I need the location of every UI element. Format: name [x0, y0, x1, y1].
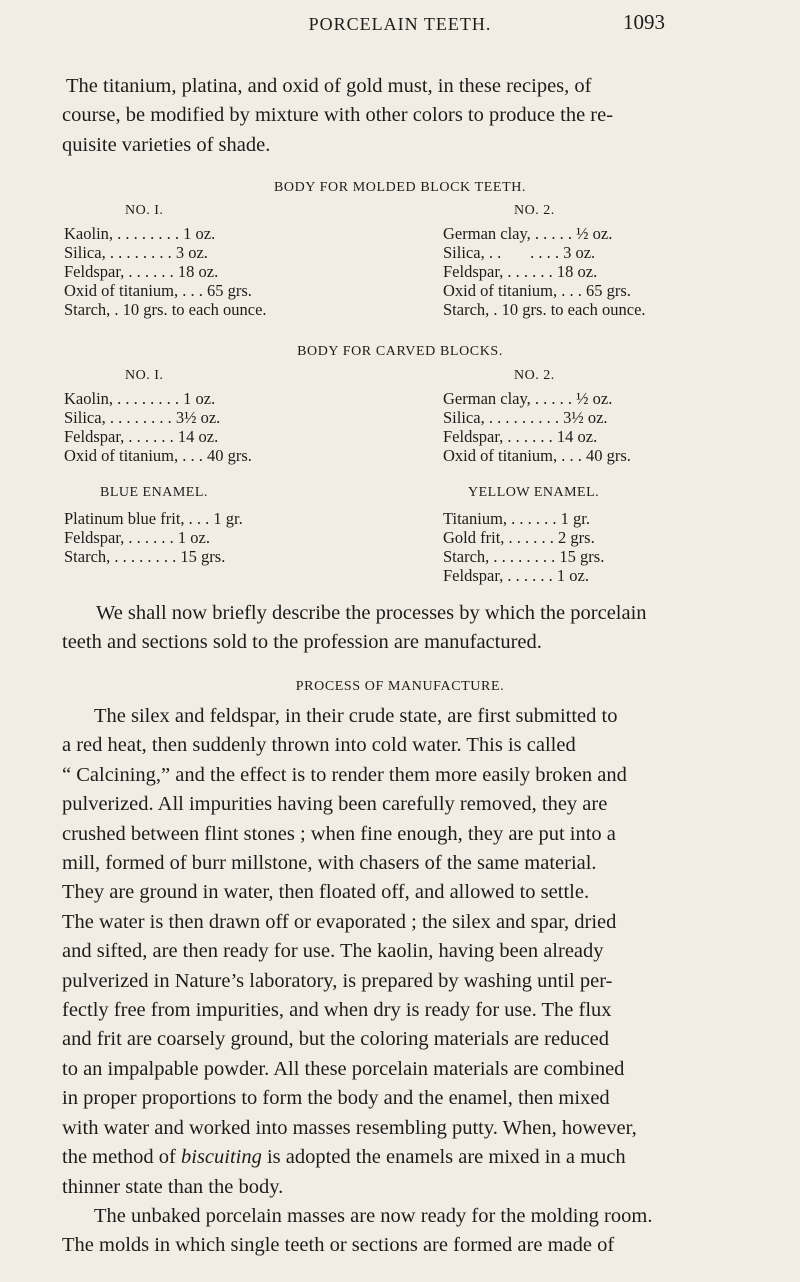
- italic-term: biscuiting: [181, 1146, 262, 1169]
- recipe-line: German clay, . . . . . ½ oz.: [443, 389, 613, 408]
- recipe-line: Oxid of titanium, . . . 65 grs.: [64, 281, 252, 300]
- recipe-line: Feldspar, . . . . . . 1 oz.: [64, 528, 210, 547]
- running-title: PORCELAIN TEETH.: [308, 14, 492, 34]
- process-line: and sifted, are then ready for use. The kaolin, having been already: [62, 940, 604, 963]
- summary-line: We shall now briefly describe the processes by which the porcelain: [96, 602, 647, 624]
- process-paragraph: [62, 702, 762, 1261]
- process-text: is adopted the enamels are mixed in a much: [261, 1146, 626, 1169]
- recipe-line: Feldspar, . . . . . . 14 oz.: [443, 427, 598, 446]
- process-line: pulverized. All impurities having been carefully removed, they are: [62, 793, 608, 816]
- carved-no1-label: NO. I.: [125, 368, 164, 383]
- process-heading: PROCESS OF MANUFACTURE.: [295, 679, 505, 694]
- yellow-enamel-recipe: [443, 509, 604, 585]
- molded-heading: BODY FOR MOLDED BLOCK TEETH.: [273, 180, 527, 195]
- recipe-line: Oxid of titanium, . . . 65 grs.: [443, 281, 631, 300]
- recipe-line: Kaolin, . . . . . . . . 1 oz.: [64, 389, 216, 408]
- recipe-line: Oxid of titanium, . . . 40 grs.: [64, 446, 252, 465]
- blue-enamel-label: BLUE ENAMEL.: [100, 485, 208, 500]
- recipe-line: German clay, . . . . . ½ oz.: [443, 224, 613, 243]
- process-line: mill, formed of burr millstone, with chasers of the same material.: [62, 852, 597, 875]
- recipe-line: Silica, . . . . . . 3 oz.: [443, 243, 596, 262]
- process-line: The unbaked porcelain masses are now ready for the molding room.: [94, 1204, 653, 1227]
- intro-line: The titanium, platina, and oxid of gold must, in these recipes, of: [66, 75, 592, 97]
- blue-enamel-recipe: [64, 509, 243, 566]
- process-line: a red heat, then suddenly thrown into cold water. This is called: [62, 734, 576, 757]
- intro-line: course, be modified by mixture with other colors to produce the re-: [62, 104, 614, 127]
- recipe-line: Starch, . 10 grs. to each ounce.: [443, 300, 646, 319]
- process-line: pulverized in Nature’s laboratory, is prepared by washing until per-: [62, 969, 613, 992]
- recipe-line: Starch, . . . . . . . . 15 grs.: [443, 547, 605, 566]
- process-line: The silex and feldspar, in their crude state, are first submitted to: [94, 705, 618, 727]
- recipe-line: Starch, . . . . . . . . 15 grs.: [64, 547, 226, 566]
- molded-no2-label: NO. 2.: [514, 203, 555, 218]
- yellow-enamel-label: YELLOW ENAMEL.: [468, 485, 600, 500]
- recipe-line: Feldspar, . . . . . . 14 oz.: [64, 427, 219, 446]
- process-line: to an impalpable powder. All these porcelain materials are combined: [62, 1057, 625, 1080]
- process-line: in proper proportions to form the body and the enamel, then mixed: [62, 1087, 610, 1110]
- process-line: [62, 1143, 762, 1172]
- recipe-line: Gold frit, . . . . . . 2 grs.: [443, 528, 595, 547]
- summary-paragraph: [62, 599, 762, 658]
- recipe-line: Titanium, . . . . . . 1 gr.: [443, 509, 590, 528]
- recipe-line: Silica, . . . . . . . . . 3½ oz.: [443, 408, 608, 427]
- carved-no2-label: NO. 2.: [514, 368, 555, 383]
- recipe-line: Kaolin, . . . . . . . . 1 oz.: [64, 224, 216, 243]
- page-number: 1093: [623, 10, 665, 34]
- process-line: The water is then drawn off or evaporated ; the silex and spar, dried: [62, 910, 617, 933]
- recipe-line: Starch, . 10 grs. to each ounce.: [64, 300, 267, 319]
- recipe-line: Feldspar, . . . . . . 18 oz.: [443, 262, 598, 281]
- process-line: fectly free from impurities, and when dry is ready for use. The flux: [62, 999, 612, 1022]
- carved-no2-recipe: [443, 389, 631, 465]
- recipe-line: Oxid of titanium, . . . 40 grs.: [443, 446, 631, 465]
- molded-no2-recipe: [443, 224, 646, 319]
- carved-heading: BODY FOR CARVED BLOCKS.: [297, 344, 503, 359]
- process-line: The molds in which single teeth or sections are formed are made of: [62, 1234, 615, 1257]
- process-line: with water and worked into masses resembling putty. When, however,: [62, 1116, 637, 1139]
- recipe-line: Silica, . . . . . . . . 3½ oz.: [64, 408, 221, 427]
- process-line: thinner state than the body.: [62, 1175, 284, 1198]
- recipe-line: Silica, . . . . . . . . 3 oz.: [64, 243, 208, 262]
- process-line: They are ground in water, then floated off, and allowed to settle.: [62, 881, 590, 904]
- intro-paragraph: [62, 72, 762, 160]
- process-line: “ Calcining,” and the effect is to render them more easily broken and: [62, 763, 627, 786]
- recipe-line: Feldspar, . . . . . . 1 oz.: [443, 566, 589, 585]
- intro-line: quisite varieties of shade.: [62, 133, 271, 156]
- carved-no1-recipe: [64, 389, 252, 465]
- process-line: crushed between flint stones ; when fine enough, they are put into a: [62, 822, 616, 845]
- molded-no1-label: NO. I.: [125, 203, 164, 218]
- recipe-line: Platinum blue frit, . . . 1 gr.: [64, 509, 243, 528]
- process-line: and frit are coarsely ground, but the coloring materials are reduced: [62, 1028, 610, 1051]
- recipe-line: Feldspar, . . . . . . 18 oz.: [64, 262, 219, 281]
- process-text: the method of: [62, 1146, 181, 1169]
- summary-line: teeth and sections sold to the profession are manufactured.: [62, 631, 542, 654]
- molded-no1-recipe: [64, 224, 267, 319]
